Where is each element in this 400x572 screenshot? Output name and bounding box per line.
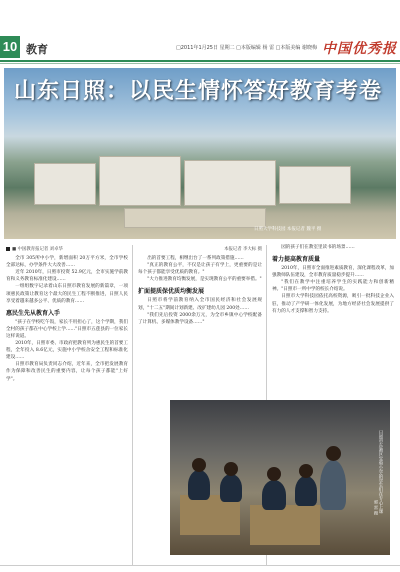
footer-rule [0, 565, 400, 566]
building-shape [279, 166, 351, 204]
teacher-head [326, 446, 341, 461]
paragraph: 2010年，日照市委、市政府把教育列为惠民生的首要工程，全年投入 8.6亿元，实施中小学校舍安全工程和标准化建设…… [6, 341, 128, 361]
building-shape [34, 163, 96, 205]
paragraph: 日照市大学科技园依托高校资源，吸引一批科技企业入驻，推动了产学研一体化发展，为地方经济社会发展提供了有力的人才支撑和智力支持。 [272, 294, 394, 314]
masthead-logo: 中国优秀报 [322, 41, 397, 57]
dateline: □2011年1月25日 星期二 □本版编辑 杨 雷 □本版美编 谢晓梅 [176, 45, 317, 51]
photo-caption: 日照市东港区实验小学的学生们在专心上课 [378, 430, 383, 514]
paragraph: 近年 2010年，日照市投资 52.9亿元，全市实施学前教育和义务教育标准化建设…… [6, 270, 128, 283]
section-title: 教育 [26, 43, 48, 56]
byline: ■ 中国教育报记者 刘卓华 [6, 246, 128, 253]
column-divider [132, 245, 133, 565]
building-shape [184, 160, 276, 206]
paragraph: "我们在教学中注重培养学生的实践能力和创新精神。"日照市一所中学的校长介绍说。 [272, 280, 394, 293]
student-head [267, 467, 281, 481]
paragraph: 全市 305所中小学，新增面积 20万平方米，全市学校全部达标，办学条件大大改善…… [6, 256, 128, 269]
building-shape [99, 156, 181, 206]
student-figure [262, 480, 286, 510]
plaza-shape [124, 208, 266, 228]
paragraph: 园的孩子们在教室里读书的场景…… [281, 245, 355, 250]
subheading: 着力提高教育质量 [272, 256, 321, 264]
photo-credit: 本报记者 李大标 摄 [224, 247, 262, 252]
subheading: 惠民生先从教育入手 [6, 309, 61, 317]
article-column-3 [272, 244, 394, 394]
subheading: 扩面提质保优质均衡发展 [138, 288, 205, 296]
paragraph: "孩子在学校吃午饭，家长不用担心了，这个学期，我们全村的孩子都在中心学校上学……"日照市五莲县的一位家长这样说道。 [6, 319, 128, 339]
student-figure [220, 474, 242, 502]
student-head [299, 464, 313, 478]
page-number: 10 [0, 36, 20, 58]
paragraph: "大力推进教育均衡发展，是实现教育公平的重要举措。" [147, 277, 262, 283]
paragraph: 2010年，日照市全面推进素质教育，深化课程改革，加强教师队伍建设，全市教育质量稳步提升…… [272, 266, 394, 279]
banner-photo [4, 68, 396, 239]
article-column-1 [6, 244, 128, 562]
banner-caption: 日照大学科技园 本报记者 魏平 摄 [254, 227, 322, 232]
paragraph: 出的首要工程，相继出台了一系列政策措施…… [147, 256, 244, 262]
paragraph: 一组组数字记录着山东日照市教育发展的新篇章，一项项惠民政策让教育这个最大的民生工程不断推进，日照人民享受着越来越多公平、优质的教育…… [6, 284, 128, 304]
header-rule [0, 60, 400, 62]
paragraph: 日照市将学前教育纳入全市国民经济和社会发展规划，"十二五"期间计划新建、改扩建幼儿园 200处…… [138, 298, 262, 311]
desk-shape [250, 505, 320, 545]
paragraph: 日照市教育局负责同志介绍，近年来，全市把发展教育作为保障和改善民生的重要内容，让每个孩子都能"上好学"。 [6, 362, 128, 382]
student-head [192, 458, 206, 472]
student-figure [188, 470, 210, 500]
paragraph: "真正的教育公平，不仅是让孩子有学上，更重要的是让每个孩子都能享受优质的教育。" [138, 263, 262, 276]
photo-credit: 郭 雷 摄 [374, 500, 379, 516]
headline: 山东日照：以民生情怀答好教育考卷 [14, 79, 383, 104]
student-figure [295, 476, 317, 506]
header-rule-thin [0, 63, 400, 64]
teacher-figure [320, 460, 346, 510]
paragraph: "我们先后投资 2000余万元，为全市乡镇中心学校配备了计算机、多媒体教学设备……" [138, 312, 262, 325]
student-head [224, 462, 238, 476]
